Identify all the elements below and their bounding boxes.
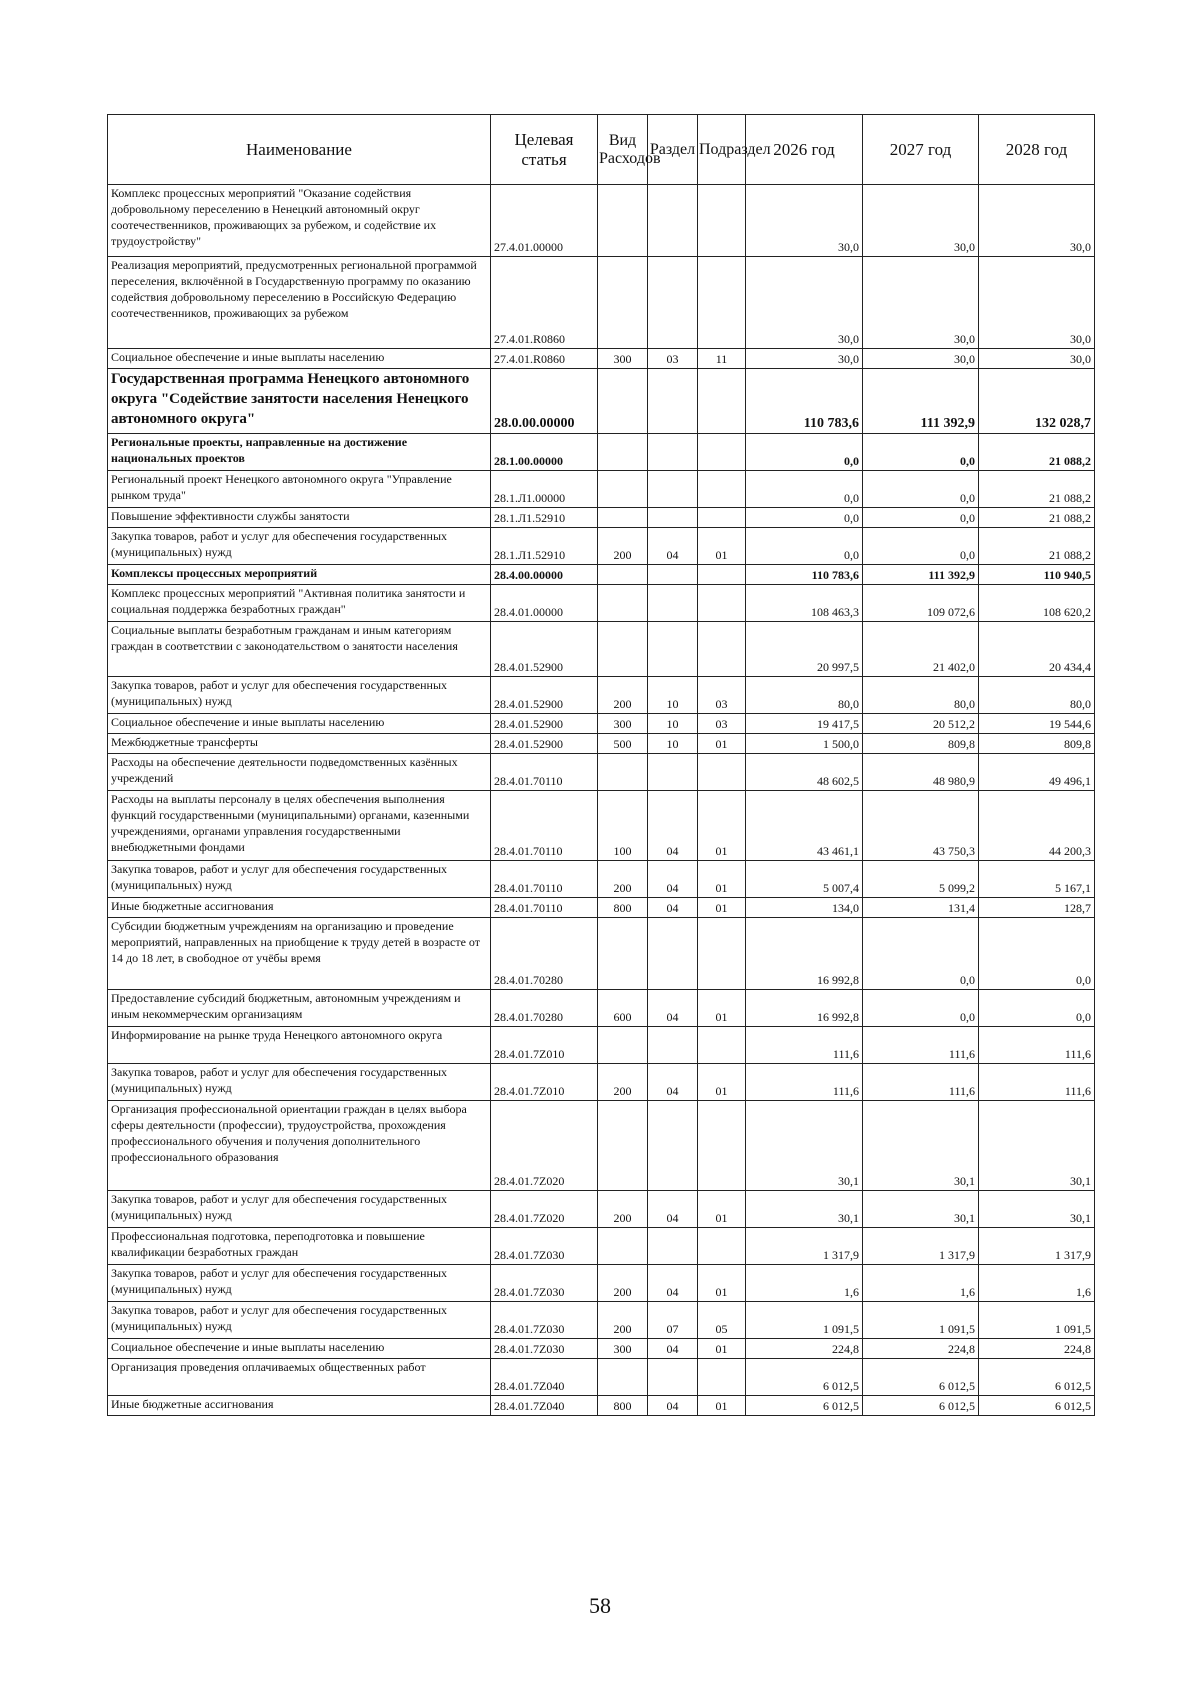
cell-target: 28.4.01.52900 (491, 622, 598, 677)
cell-razdel (648, 1027, 698, 1064)
table-row (108, 1359, 1095, 1396)
cell-razdel (648, 754, 698, 791)
cell-target: 28.1.Л1.52910 (491, 528, 598, 565)
cell-2026: 30,1 (746, 1101, 863, 1191)
cell-target: 28.4.01.7Z040 (491, 1359, 598, 1396)
table-row (108, 1302, 1095, 1339)
cell-name: Социальное обеспечение и иные выплаты населению (108, 349, 491, 369)
cell-2026: 0,0 (746, 434, 863, 471)
cell-vid (598, 257, 648, 349)
cell-2028: 30,0 (979, 185, 1095, 257)
cell-2027: 1 091,5 (863, 1302, 979, 1339)
cell-name: Профессиональная подготовка, переподготовка и повышение квалификации безработных граждан (108, 1228, 491, 1265)
cell-razdel (648, 918, 698, 990)
header-2027: 2027 год (863, 115, 979, 185)
cell-2028: 111,6 (979, 1027, 1095, 1064)
table-row (108, 565, 1095, 585)
cell-vid (598, 434, 648, 471)
cell-razdel: 04 (648, 528, 698, 565)
cell-2026: 30,0 (746, 257, 863, 349)
cell-target: 28.4.01.70110 (491, 898, 598, 918)
cell-vid: 200 (598, 677, 648, 714)
cell-name: Межбюджетные трансферты (108, 734, 491, 754)
cell-2026: 0,0 (746, 471, 863, 508)
cell-2026: 111,6 (746, 1064, 863, 1101)
cell-vid: 800 (598, 1396, 648, 1416)
cell-name: Иные бюджетные ассигнования (108, 1396, 491, 1416)
cell-2027: 0,0 (863, 918, 979, 990)
cell-razdel (648, 508, 698, 528)
cell-target: 27.4.01.00000 (491, 185, 598, 257)
cell-razdel: 04 (648, 990, 698, 1027)
cell-2026: 1 317,9 (746, 1228, 863, 1265)
cell-2027: 30,0 (863, 349, 979, 369)
cell-razdel: 04 (648, 1339, 698, 1359)
cell-vid (598, 565, 648, 585)
cell-target: 28.4.01.7Z030 (491, 1265, 598, 1302)
cell-2028: 5 167,1 (979, 861, 1095, 898)
table-row (108, 1228, 1095, 1265)
cell-2028: 111,6 (979, 1064, 1095, 1101)
cell-vid (598, 1101, 648, 1191)
table-row (108, 1101, 1095, 1191)
cell-razdel (648, 369, 698, 434)
cell-name: Социальные выплаты безработным гражданам и иным категориям граждан в соответствии с законодательством о занятости населения (108, 622, 491, 677)
cell-podrazdel (698, 622, 746, 677)
cell-name: Комплекс процессных мероприятий "Оказание содействия добровольному переселению в Ненецкий автономный округ соотечественников, проживающих за рубежом, и содействие их трудоустройству" (108, 185, 491, 257)
cell-podrazdel: 01 (698, 1265, 746, 1302)
header-podrazdel: Подраздел (698, 115, 746, 185)
cell-2028: 0,0 (979, 990, 1095, 1027)
cell-razdel (648, 585, 698, 622)
cell-target: 28.4.01.00000 (491, 585, 598, 622)
cell-target: 28.4.00.00000 (491, 565, 598, 585)
cell-podrazdel: 01 (698, 734, 746, 754)
cell-target: 28.4.01.7Z010 (491, 1064, 598, 1101)
cell-2027: 20 512,2 (863, 714, 979, 734)
cell-2028: 49 496,1 (979, 754, 1095, 791)
cell-2027: 0,0 (863, 434, 979, 471)
cell-vid (598, 918, 648, 990)
cell-vid (598, 1228, 648, 1265)
cell-podrazdel: 01 (698, 990, 746, 1027)
budget-table (107, 114, 1095, 1416)
cell-podrazdel (698, 508, 746, 528)
cell-2028: 224,8 (979, 1339, 1095, 1359)
table-row (108, 585, 1095, 622)
cell-name: Социальное обеспечение и иные выплаты населению (108, 714, 491, 734)
cell-2026: 0,0 (746, 528, 863, 565)
cell-2026: 6 012,5 (746, 1396, 863, 1416)
cell-razdel (648, 1228, 698, 1265)
cell-podrazdel: 01 (698, 1064, 746, 1101)
cell-razdel: 10 (648, 677, 698, 714)
cell-2026: 111,6 (746, 1027, 863, 1064)
cell-name: Иные бюджетные ассигнования (108, 898, 491, 918)
cell-podrazdel: 01 (698, 1339, 746, 1359)
cell-podrazdel: 11 (698, 349, 746, 369)
page-number: 58 (589, 1593, 611, 1618)
table-row (108, 622, 1095, 677)
cell-2028: 128,7 (979, 898, 1095, 918)
cell-2026: 5 007,4 (746, 861, 863, 898)
cell-2027: 0,0 (863, 471, 979, 508)
cell-2027: 111 392,9 (863, 565, 979, 585)
cell-razdel: 04 (648, 1396, 698, 1416)
table-row (108, 349, 1095, 369)
cell-target: 28.1.00.00000 (491, 434, 598, 471)
cell-2026: 0,0 (746, 508, 863, 528)
cell-vid: 500 (598, 734, 648, 754)
table-row (108, 918, 1095, 990)
cell-vid: 100 (598, 791, 648, 861)
cell-2027: 6 012,5 (863, 1396, 979, 1416)
cell-2026: 43 461,1 (746, 791, 863, 861)
cell-target: 28.4.01.52900 (491, 734, 598, 754)
table-row (108, 990, 1095, 1027)
cell-vid (598, 508, 648, 528)
cell-target: 28.4.01.7Z010 (491, 1027, 598, 1064)
table-row (108, 1265, 1095, 1302)
cell-podrazdel: 01 (698, 791, 746, 861)
cell-target: 28.4.01.52900 (491, 714, 598, 734)
cell-2027: 111 392,9 (863, 369, 979, 434)
cell-name: Информирование на рынке труда Ненецкого автономного округа (108, 1027, 491, 1064)
cell-2028: 110 940,5 (979, 565, 1095, 585)
cell-2026: 1 091,5 (746, 1302, 863, 1339)
table-row (108, 434, 1095, 471)
table-row (108, 1339, 1095, 1359)
cell-podrazdel: 01 (698, 1396, 746, 1416)
cell-vid (598, 622, 648, 677)
cell-razdel (648, 471, 698, 508)
cell-target: 28.4.01.70110 (491, 791, 598, 861)
cell-target: 28.4.01.70280 (491, 918, 598, 990)
cell-target: 28.4.01.52900 (491, 677, 598, 714)
cell-name: Предоставление субсидий бюджетным, автономным учреждениям и иным некоммерческим организациям (108, 990, 491, 1027)
cell-razdel: 04 (648, 791, 698, 861)
cell-podrazdel: 01 (698, 861, 746, 898)
cell-2026: 19 417,5 (746, 714, 863, 734)
cell-target: 28.4.01.7Z030 (491, 1228, 598, 1265)
cell-razdel: 04 (648, 898, 698, 918)
table-row (108, 791, 1095, 861)
cell-name: Реализация мероприятий, предусмотренных региональной программой переселения, включённой в Государственную программу по оказанию содействия добровольному переселению в Российскую Федерацию соотечественников, проживающих за рубежом (108, 257, 491, 349)
cell-2027: 0,0 (863, 508, 979, 528)
cell-2027: 0,0 (863, 528, 979, 565)
header-vid: Вид Расходов (598, 115, 648, 185)
cell-target: 28.4.01.7Z030 (491, 1339, 598, 1359)
cell-2028: 30,0 (979, 257, 1095, 349)
cell-name: Закупка товаров, работ и услуг для обеспечения государственных (муниципальных) нужд (108, 861, 491, 898)
cell-podrazdel (698, 565, 746, 585)
cell-vid (598, 1027, 648, 1064)
cell-razdel (648, 1359, 698, 1396)
cell-2026: 80,0 (746, 677, 863, 714)
cell-name: Расходы на обеспечение деятельности подведомственных казённых учреждений (108, 754, 491, 791)
cell-2028: 80,0 (979, 677, 1095, 714)
cell-2027: 809,8 (863, 734, 979, 754)
cell-2026: 224,8 (746, 1339, 863, 1359)
cell-target: 28.4.01.70110 (491, 754, 598, 791)
cell-2028: 44 200,3 (979, 791, 1095, 861)
cell-name: Закупка товаров, работ и услуг для обеспечения государственных (муниципальных) нужд (108, 528, 491, 565)
table-row (108, 508, 1095, 528)
cell-podrazdel (698, 918, 746, 990)
cell-2027: 1,6 (863, 1265, 979, 1302)
cell-target: 28.4.01.7Z040 (491, 1396, 598, 1416)
cell-name: Расходы на выплаты персоналу в целях обеспечения выполнения функций государственными (муниципальными) органами, казенными учреждениями, органами управления государственными внебюджетными фондами (108, 791, 491, 861)
cell-podrazdel (698, 257, 746, 349)
cell-razdel: 10 (648, 714, 698, 734)
cell-razdel: 07 (648, 1302, 698, 1339)
header-2028: 2028 год (979, 115, 1095, 185)
cell-podrazdel (698, 754, 746, 791)
cell-podrazdel (698, 369, 746, 434)
cell-2027: 111,6 (863, 1027, 979, 1064)
table-header-row (108, 115, 1095, 185)
cell-vid (598, 471, 648, 508)
cell-podrazdel: 01 (698, 528, 746, 565)
cell-vid: 300 (598, 714, 648, 734)
cell-2026: 48 602,5 (746, 754, 863, 791)
table-row (108, 861, 1095, 898)
cell-2027: 21 402,0 (863, 622, 979, 677)
cell-2026: 30,1 (746, 1191, 863, 1228)
cell-razdel: 04 (648, 861, 698, 898)
cell-podrazdel: 01 (698, 1191, 746, 1228)
cell-2026: 16 992,8 (746, 918, 863, 990)
cell-2028: 30,1 (979, 1191, 1095, 1228)
cell-razdel (648, 622, 698, 677)
cell-2026: 110 783,6 (746, 565, 863, 585)
cell-target: 28.1.Л1.00000 (491, 471, 598, 508)
table-row (108, 1027, 1095, 1064)
cell-target: 28.1.Л1.52910 (491, 508, 598, 528)
cell-2028: 6 012,5 (979, 1359, 1095, 1396)
cell-razdel (648, 565, 698, 585)
cell-name: Закупка товаров, работ и услуг для обеспечения государственных (муниципальных) нужд (108, 1265, 491, 1302)
cell-target: 28.4.01.7Z020 (491, 1101, 598, 1191)
table-row (108, 734, 1095, 754)
cell-2026: 20 997,5 (746, 622, 863, 677)
table-row (108, 257, 1095, 349)
cell-2027: 30,0 (863, 185, 979, 257)
cell-razdel (648, 257, 698, 349)
header-2026: 2026 год (746, 115, 863, 185)
cell-2028: 809,8 (979, 734, 1095, 754)
cell-vid: 200 (598, 1302, 648, 1339)
cell-razdel: 04 (648, 1265, 698, 1302)
cell-2028: 30,0 (979, 349, 1095, 369)
header-target: Целевая статья (491, 115, 598, 185)
cell-razdel (648, 185, 698, 257)
cell-2026: 1 500,0 (746, 734, 863, 754)
cell-2028: 1,6 (979, 1265, 1095, 1302)
cell-name: Региональные проекты, направленные на достижение национальных проектов (108, 434, 491, 471)
cell-2028: 21 088,2 (979, 434, 1095, 471)
table-row (108, 528, 1095, 565)
cell-name: Организация проведения оплачиваемых общественных работ (108, 1359, 491, 1396)
cell-target: 28.4.01.70280 (491, 990, 598, 1027)
cell-name: Закупка товаров, работ и услуг для обеспечения государственных (муниципальных) нужд (108, 1191, 491, 1228)
cell-vid: 600 (598, 990, 648, 1027)
cell-podrazdel (698, 1359, 746, 1396)
cell-2027: 30,1 (863, 1101, 979, 1191)
cell-vid (598, 754, 648, 791)
cell-razdel: 04 (648, 1064, 698, 1101)
cell-2028: 6 012,5 (979, 1396, 1095, 1416)
cell-target: 27.4.01.R0860 (491, 257, 598, 349)
cell-podrazdel (698, 1101, 746, 1191)
cell-name: Закупка товаров, работ и услуг для обеспечения государственных (муниципальных) нужд (108, 1302, 491, 1339)
cell-podrazdel: 05 (698, 1302, 746, 1339)
cell-name: Комплексы процессных мероприятий (108, 565, 491, 585)
cell-vid: 200 (598, 1191, 648, 1228)
cell-podrazdel: 03 (698, 714, 746, 734)
cell-podrazdel (698, 585, 746, 622)
cell-name: Субсидии бюджетным учреждениям на организацию и проведение мероприятий, направленных на приобщение к труду детей в возрасте от 14 до 18 лет, в свободное от учёбы время (108, 918, 491, 990)
cell-2028: 21 088,2 (979, 471, 1095, 508)
cell-vid: 200 (598, 1265, 648, 1302)
cell-vid: 300 (598, 349, 648, 369)
cell-2026: 108 463,3 (746, 585, 863, 622)
cell-vid: 200 (598, 528, 648, 565)
cell-podrazdel (698, 1027, 746, 1064)
table-row (108, 677, 1095, 714)
cell-2028: 20 434,4 (979, 622, 1095, 677)
table-row (108, 754, 1095, 791)
cell-2026: 30,0 (746, 185, 863, 257)
cell-2028: 1 317,9 (979, 1228, 1095, 1265)
cell-podrazdel (698, 434, 746, 471)
cell-vid (598, 185, 648, 257)
table-row (108, 1396, 1095, 1416)
cell-2027: 80,0 (863, 677, 979, 714)
cell-2026: 16 992,8 (746, 990, 863, 1027)
cell-2027: 30,0 (863, 257, 979, 349)
header-name: Наименование (108, 115, 491, 185)
cell-name: Повышение эффективности службы занятости (108, 508, 491, 528)
cell-razdel: 03 (648, 349, 698, 369)
cell-2028: 1 091,5 (979, 1302, 1095, 1339)
table-row (108, 1064, 1095, 1101)
table-row (108, 369, 1095, 434)
cell-2028: 132 028,7 (979, 369, 1095, 434)
cell-vid: 200 (598, 861, 648, 898)
cell-2026: 134,0 (746, 898, 863, 918)
cell-target: 28.4.01.7Z030 (491, 1302, 598, 1339)
cell-razdel (648, 1101, 698, 1191)
cell-vid: 200 (598, 1064, 648, 1101)
cell-razdel: 04 (648, 1191, 698, 1228)
cell-2027: 224,8 (863, 1339, 979, 1359)
cell-2028: 21 088,2 (979, 528, 1095, 565)
cell-target: 27.4.01.R0860 (491, 349, 598, 369)
cell-razdel: 10 (648, 734, 698, 754)
cell-vid: 800 (598, 898, 648, 918)
table-row (108, 471, 1095, 508)
cell-razdel (648, 434, 698, 471)
cell-podrazdel (698, 1228, 746, 1265)
cell-podrazdel: 01 (698, 898, 746, 918)
table-row (108, 185, 1095, 257)
cell-podrazdel (698, 185, 746, 257)
cell-2028: 30,1 (979, 1101, 1095, 1191)
cell-2026: 30,0 (746, 349, 863, 369)
cell-name: Государственная программа Ненецкого автономного округа "Содействие занятости населения Ненецкого автономного округа" (108, 369, 491, 434)
cell-2028: 108 620,2 (979, 585, 1095, 622)
cell-vid (598, 1359, 648, 1396)
table-row (108, 1191, 1095, 1228)
header-razdel: Раздел (648, 115, 698, 185)
cell-target: 28.4.01.7Z020 (491, 1191, 598, 1228)
cell-2027: 131,4 (863, 898, 979, 918)
cell-vid (598, 585, 648, 622)
cell-vid (598, 369, 648, 434)
cell-podrazdel: 03 (698, 677, 746, 714)
cell-name: Комплекс процессных мероприятий "Активная политика занятости и социальная поддержка безработных граждан" (108, 585, 491, 622)
cell-target: 28.0.00.00000 (491, 369, 598, 434)
cell-2027: 5 099,2 (863, 861, 979, 898)
cell-name: Закупка товаров, работ и услуг для обеспечения государственных (муниципальных) нужд (108, 1064, 491, 1101)
cell-target: 28.4.01.70110 (491, 861, 598, 898)
cell-2027: 6 012,5 (863, 1359, 979, 1396)
cell-2026: 110 783,6 (746, 369, 863, 434)
cell-2027: 111,6 (863, 1064, 979, 1101)
cell-2027: 48 980,9 (863, 754, 979, 791)
cell-podrazdel (698, 471, 746, 508)
cell-2028: 0,0 (979, 918, 1095, 990)
cell-name: Социальное обеспечение и иные выплаты населению (108, 1339, 491, 1359)
cell-2028: 19 544,6 (979, 714, 1095, 734)
cell-name: Организация профессиональной ориентации граждан в целях выбора сферы деятельности (профессии), трудоустройства, прохождения профессионального обучения и получения дополнительного профессионального образования (108, 1101, 491, 1191)
cell-vid: 300 (598, 1339, 648, 1359)
cell-name: Региональный проект Ненецкого автономного округа "Управление рынком труда" (108, 471, 491, 508)
cell-2027: 30,1 (863, 1191, 979, 1228)
cell-2027: 43 750,3 (863, 791, 979, 861)
table-row (108, 898, 1095, 918)
cell-name: Закупка товаров, работ и услуг для обеспечения государственных (муниципальных) нужд (108, 677, 491, 714)
cell-2027: 0,0 (863, 990, 979, 1027)
cell-2026: 1,6 (746, 1265, 863, 1302)
cell-2026: 6 012,5 (746, 1359, 863, 1396)
table-row (108, 714, 1095, 734)
cell-2028: 21 088,2 (979, 508, 1095, 528)
cell-2027: 1 317,9 (863, 1228, 979, 1265)
cell-2027: 109 072,6 (863, 585, 979, 622)
